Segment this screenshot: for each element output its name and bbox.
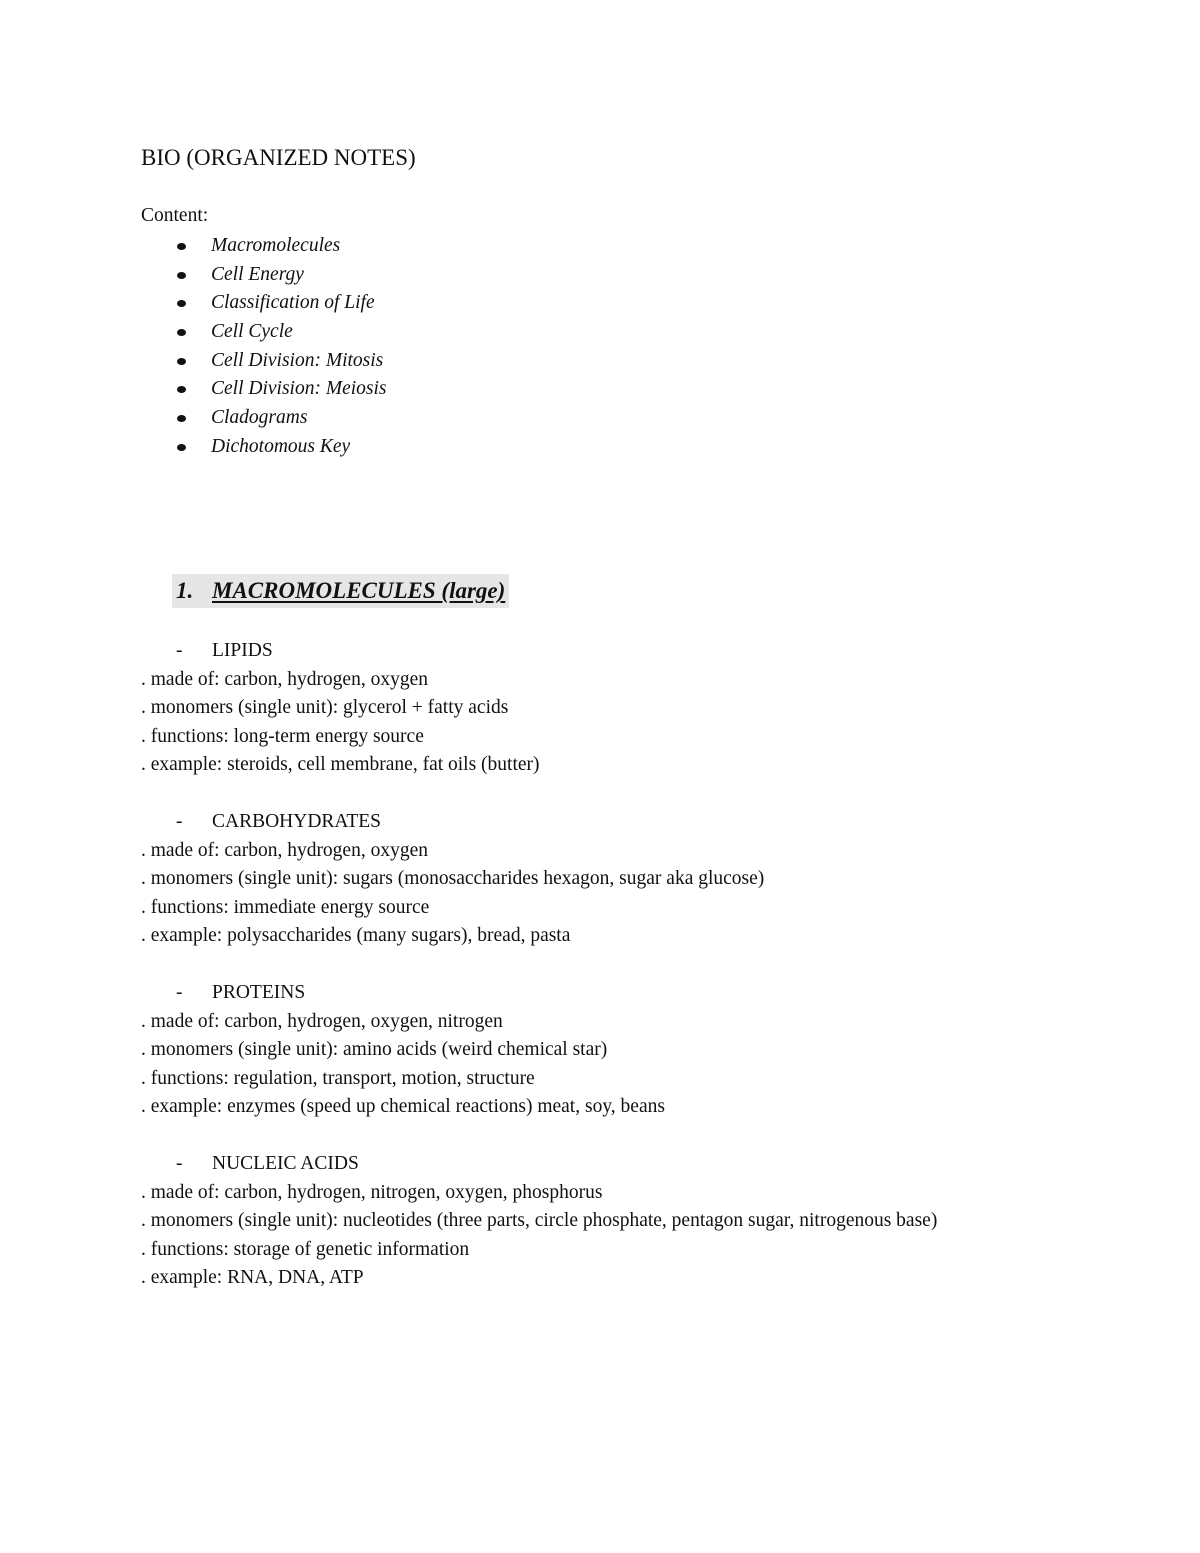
toc-item	[0, 261, 386, 290]
toc-item-label: Dichotomous Key	[211, 435, 351, 457]
notes-group-carbohydrates	[0, 808, 1200, 951]
group-title	[0, 979, 1200, 1008]
bullet-icon	[177, 386, 186, 393]
bullet-icon	[177, 415, 186, 422]
bullet-icon	[177, 358, 186, 365]
toc-item	[0, 318, 386, 347]
note-line: . monomers (single unit): sugars (monosaccharides hexagon, sugar aka glucose)	[141, 868, 765, 889]
document-title: BIO (ORGANIZED NOTES)	[141, 145, 416, 170]
table-of-contents	[0, 232, 386, 462]
toc-item	[0, 404, 386, 433]
group-title	[0, 808, 1200, 837]
group-title-label: NUCLEIC ACIDS	[212, 1153, 359, 1174]
toc-item-label: Cell Division: Meiosis	[211, 378, 387, 400]
bullet-icon	[177, 329, 186, 336]
toc-item	[0, 347, 386, 376]
note-line: . monomers (single unit): amino acids (weird chemical star)	[141, 1039, 608, 1060]
note-line: . functions: long-term energy source	[141, 725, 424, 747]
toc-item-label: Cell Division: Mitosis	[211, 349, 384, 371]
toc-item-label: Cell Cycle	[211, 321, 293, 343]
bullet-icon	[177, 243, 186, 250]
section-heading	[172, 574, 509, 608]
toc-item	[0, 375, 386, 404]
toc-item	[0, 232, 386, 261]
note-line: . monomers (single unit): glycerol + fatty acids	[141, 697, 509, 718]
note-line: . functions: regulation, transport, motion, structure	[141, 1067, 535, 1089]
toc-item	[0, 289, 386, 318]
note-line: . example: RNA, DNA, ATP	[141, 1267, 364, 1288]
notes-group-proteins	[0, 979, 1200, 1122]
group-title	[0, 1150, 1200, 1179]
section-heading-text: MACROMOLECULES (large)	[212, 578, 506, 603]
section-number: 1.	[176, 578, 194, 603]
toc-item-label: Cladograms	[211, 407, 308, 429]
bullet-icon	[177, 444, 186, 451]
content-label: Content:	[141, 205, 209, 226]
toc-item	[0, 433, 386, 462]
notes-group-nucleic-acids	[0, 1150, 1200, 1293]
note-line: . example: polysaccharides (many sugars), bread, pasta	[141, 925, 571, 946]
notes-group-lipids	[0, 637, 1200, 780]
note-line: . functions: storage of genetic information	[141, 1238, 470, 1260]
note-line: . made of: carbon, hydrogen, oxygen	[141, 668, 428, 690]
dash-marker: -	[176, 1153, 183, 1174]
note-line: . monomers (single unit): nucleotides (three parts, circle phosphate, pentagon sugar, nitrogenous base)	[141, 1210, 938, 1231]
note-line: . made of: carbon, hydrogen, oxygen, nitrogen	[141, 1010, 503, 1032]
note-line: . functions: immediate energy source	[141, 896, 430, 918]
note-line: . example: steroids, cell membrane, fat oils (butter)	[141, 754, 540, 775]
group-title-label: LIPIDS	[212, 640, 273, 661]
note-line: . made of: carbon, hydrogen, oxygen	[141, 839, 428, 861]
bullet-icon	[177, 272, 186, 279]
note-line: . example: enzymes (speed up chemical reactions) meat, soy, beans	[141, 1096, 665, 1117]
group-title	[0, 637, 1200, 666]
toc-item-label: Classification of Life	[211, 292, 375, 314]
toc-item-label: Cell Energy	[211, 263, 304, 285]
bullet-icon	[177, 300, 186, 307]
dash-marker: -	[176, 982, 183, 1003]
group-title-label: CARBOHYDRATES	[212, 811, 382, 832]
group-title-label: PROTEINS	[212, 982, 306, 1003]
dash-marker: -	[176, 640, 183, 661]
note-line: . made of: carbon, hydrogen, nitrogen, oxygen, phosphorus	[141, 1181, 603, 1203]
toc-item-label: Macromolecules	[211, 235, 341, 256]
dash-marker: -	[176, 811, 183, 832]
